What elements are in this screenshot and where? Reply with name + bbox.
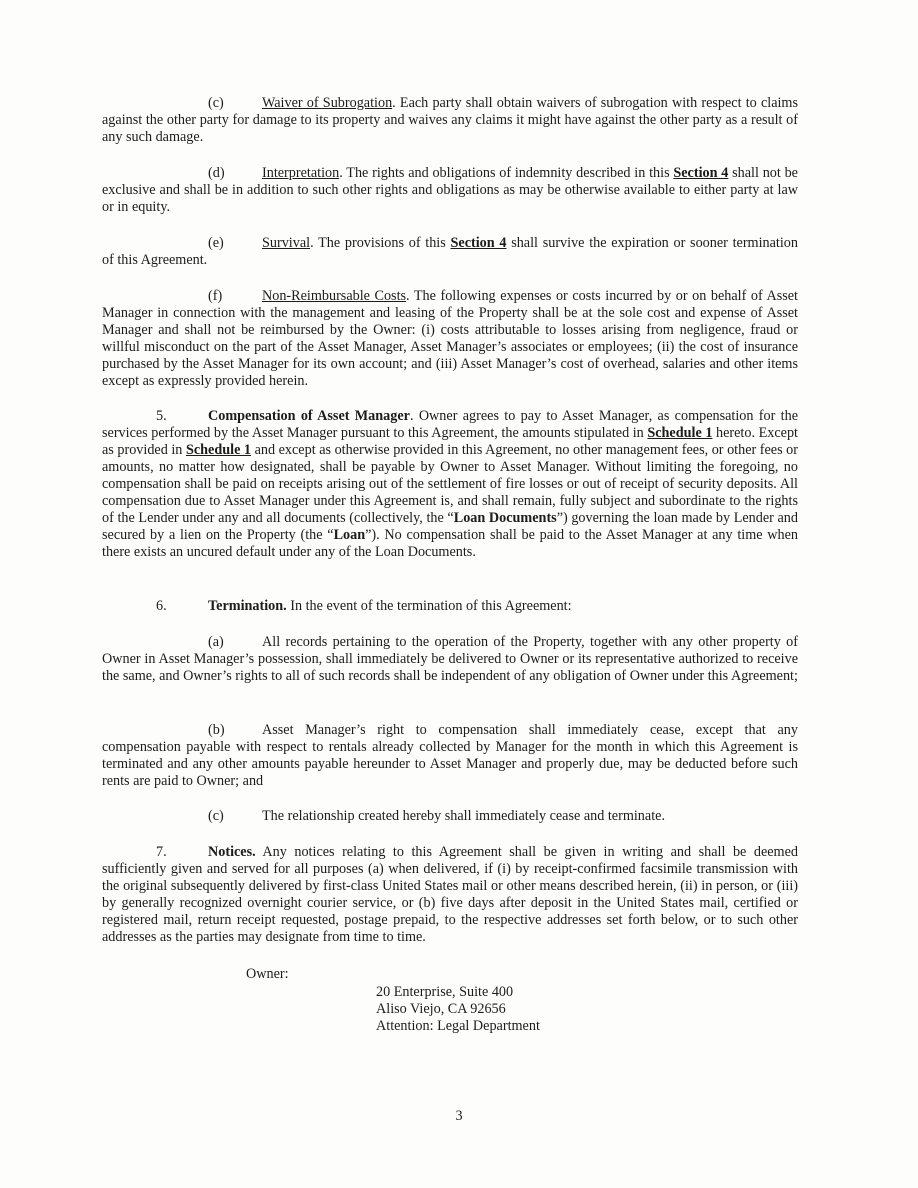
section-4d-text-a: . The rights and obligations of indemnity described in this (339, 165, 674, 181)
section-6a-label: (a) (208, 634, 224, 650)
section-6a-text: All records pertaining to the operation of the Property, together with any other property of Owner in Asset Manager’s possession, shall immediately be delivered to Owner or its representative authorized to receive the same, and Owner’s rights to all of such records shall be independent of any obligation of Owner under this Agreement; (102, 634, 798, 684)
section-6a-paragraph (102, 634, 798, 685)
section-4f-paragraph (102, 288, 798, 390)
section-4e-label: (e) (208, 235, 224, 251)
section-6-number: 6. (156, 598, 167, 614)
section-5-text-e: ”). No compensation shall be paid to the Asset Manager at any time when there exists an uncured default under any of the Loan Documents. (102, 527, 798, 560)
section-6b-paragraph (102, 722, 798, 790)
section-6c-label: (c) (208, 808, 224, 824)
section-6-paragraph (102, 598, 798, 615)
section-4c-title: Waiver of Subrogation (262, 95, 393, 111)
section-5-number: 5. (156, 408, 167, 424)
owner-address-line-3: Attention: Legal Department (376, 1018, 540, 1034)
section-6c-paragraph (102, 808, 798, 825)
section-5-text-a: . Owner agrees to pay to Asset Manager, as compensation for the services performed by the Asset Manager pursuant to this Agreement, the amounts stipulated in (102, 408, 798, 441)
section-6-text: In the event of the termination of this Agreement: (286, 598, 572, 614)
section-4e-paragraph (102, 235, 798, 269)
section-7-text: Any notices relating to this Agreement shall be given in writing and shall be deemed sufficiently given and served for all purposes (a) when delivered, if (i) by receipt-confirmed facsimile transmission with the original subsequently delivered by first-class United States mail or other means described herein, (ii) in person, or (iii) by generally recognized overnight courier service, or (b) five days after deposit in the United States mail, certified or registered mail, return receipt requested, postage prepaid, to the respective addresses set forth below, or to such other addresses as the parties may designate from time to time. (102, 844, 798, 945)
owner-label: Owner: (246, 966, 289, 982)
section-4f-title: Non-Reimbursable Costs (262, 288, 407, 304)
section-6b-label: (b) (208, 722, 225, 738)
page-number: 3 (455, 1108, 463, 1124)
section-7-number: 7. (156, 844, 167, 860)
section-4e-title: Survival (262, 235, 311, 251)
owner-address-line-2: Aliso Viejo, CA 92656 (376, 1001, 506, 1017)
section-4d-label: (d) (208, 165, 225, 181)
section-4c-text: . Each party shall obtain waivers of subrogation with respect to claims against the other party for damage to its property and waives any claims it might have against the other party as a result of any such damage. (102, 95, 798, 145)
owner-address-line-1: 20 Enterprise, Suite 400 (376, 984, 514, 1000)
section-4c-label: (c) (208, 95, 224, 111)
section-4d-ref: Section 4 (673, 165, 729, 181)
section-6c-text: The relationship created hereby shall immediately cease and terminate. (262, 808, 665, 824)
section-4d-paragraph (102, 165, 798, 216)
section-4f-label: (f) (208, 288, 223, 304)
section-5-text-d: ”) governing the loan made by Lender and secured by a lien on the Property (the “ (102, 510, 798, 543)
section-5-text-b: hereto. Except as provided in (102, 425, 798, 458)
section-5-term-loan: Loan (333, 527, 366, 543)
section-6b-text: Asset Manager’s right to compensation shall immediately cease, except that any compensation payable with respect to rentals already collected by Manager for the month in which this Agreement is terminated and any other amounts payable hereunder to Asset Manager and properly due, may be deducted before such rents are paid to Owner; and (102, 722, 798, 789)
section-4e-text-a: . The provisions of this (310, 235, 451, 251)
section-4e-ref: Section 4 (450, 235, 507, 251)
section-7-title: Notices. (208, 844, 256, 860)
section-4d-text-b: shall not be exclusive and shall be in addition to such other rights and obligations as may be otherwise available to either party at law or in equity. (102, 165, 798, 215)
section-5-paragraph (102, 408, 798, 561)
section-4f-text: . The following expenses or costs incurred by or on behalf of Asset Manager in connection with the management and leasing of the Property shall be at the sole cost and expense of Asset Manager and shall not be reimbursed by the Owner: (i) costs attributable to losses arising from negligence, fraud or willful misconduct on the part of the Asset Manager, Asset Manager’s associates or employees; (ii) the cost of insurance purchased by the Asset Manager for its own account; and (iii) Asset Manager’s cost of overhead, salaries and other items except as expressly provided herein. (102, 288, 798, 389)
section-5-title: Compensation of Asset Manager (208, 408, 410, 424)
section-4c-paragraph (102, 95, 798, 146)
section-4e-text-b: shall survive the expiration or sooner termination of this Agreement. (102, 235, 798, 268)
section-5-ref-1: Schedule 1 (647, 425, 713, 441)
section-5-term-loan-documents: Loan Documents (453, 510, 557, 526)
section-7-paragraph (102, 844, 798, 946)
section-6-title: Termination. (208, 598, 287, 614)
section-5-ref-2: Schedule 1 (185, 442, 252, 458)
section-5-text-c: and except as otherwise provided in this Agreement, no other management fees, or other fees or amounts, no matter how designated, shall be payable by Owner to Asset Manager. Without limiting the foregoing, no compensation shall be paid on receipts arising out of the settlement of fire losses or out of receipt of security deposits. All compensation due to Asset Manager under this Agreement is, and shall remain, fully subject and subordinate to the rights of the Lender under any and all documents (collectively, the “ (102, 442, 798, 526)
section-4d-title: Interpretation (262, 165, 340, 181)
